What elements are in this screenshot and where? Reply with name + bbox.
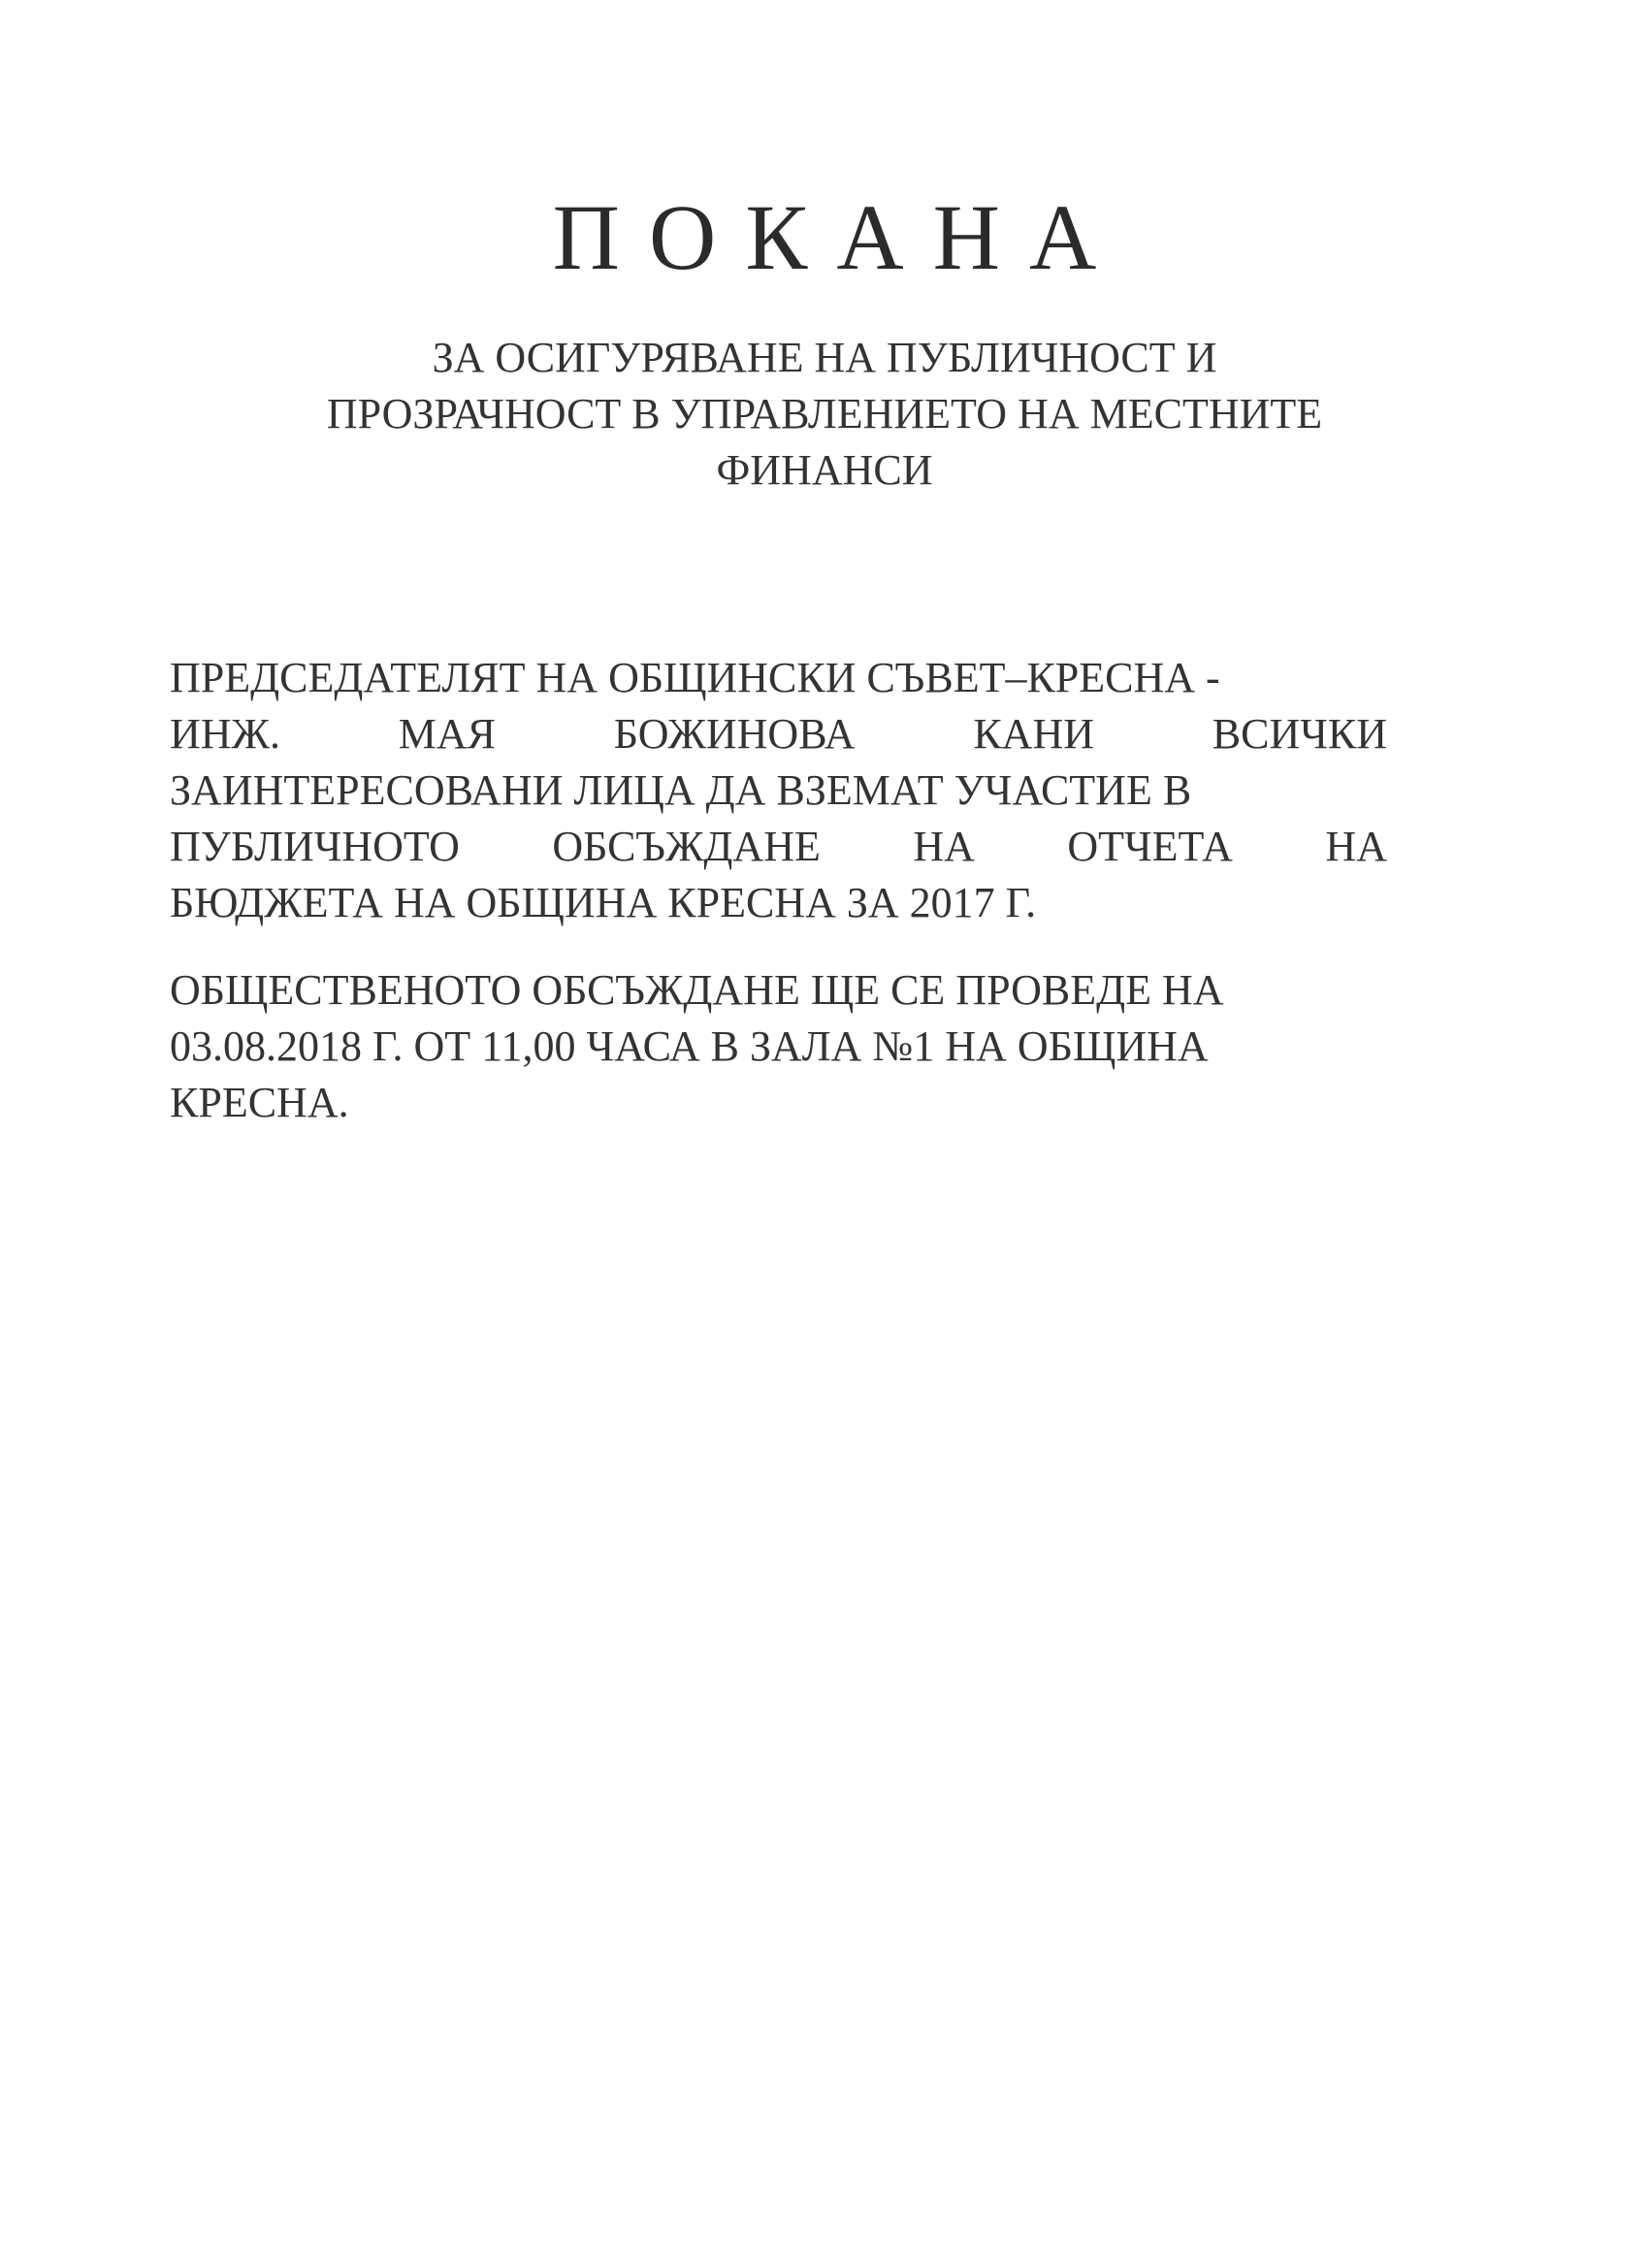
word: ВСИЧКИ [1212,710,1387,758]
subtitle-line: ЗА ОСИГУРЯВАНЕ НА ПУБЛИЧНОСТ И [432,334,1217,381]
paragraph-invitation [170,650,1387,931]
subtitle-line: ПРОЗРАЧНОСТ В УПРАВЛЕНИЕТО НА МЕСТНИТЕ [326,390,1323,437]
word: НА [913,823,975,870]
document-body [170,650,1387,1131]
paragraph-line [170,819,1387,875]
paragraph-line [170,1019,1387,1075]
word: МАЯ [398,710,497,758]
paragraph-line-text: ПРЕДСЕДАТЕЛЯТ НА ОБЩИНСКИ СЪВЕТ–КРЕСНА - [170,654,1220,701]
paragraph-line [170,962,1387,1019]
paragraph-line: БЮДЖЕТА НА ОБЩИНА КРЕСНА ЗА 2017 Г. [170,879,1037,926]
word: ОБСЪЖДАНЕ [552,823,821,870]
document-title: ПОКАНА [552,185,1126,289]
paragraph-line-text: 03.08.2018 Г. ОТ 11,00 ЧАСА В ЗАЛА №1 НА ОБЩИНА [170,1022,1209,1070]
word: БОЖИНОВА [613,710,856,758]
paragraph-details [170,962,1387,1131]
word: ПУБЛИЧНОТО [170,823,460,870]
paragraph-line [170,762,1387,819]
paragraph-line [170,650,1387,706]
paragraph-line-text: ЗАИНТЕРЕСОВАНИ ЛИЦА ДА ВЗЕМАТ УЧАСТИЕ В [170,766,1192,814]
paragraph-spacer [170,931,1387,962]
paragraph-line [170,706,1387,762]
paragraph-line: КРЕСНА. [170,1079,349,1126]
word: КАНИ [973,710,1095,758]
word: ОТЧЕТА [1067,823,1233,870]
document-subtitle [175,330,1474,499]
word: ИНЖ. [170,710,280,758]
paragraph-line-text: ОБЩЕСТВЕНОТО ОБСЪЖДАНЕ ЩЕ СЕ ПРОВЕДЕ НА [170,966,1224,1014]
subtitle-line: ФИНАНСИ [716,446,933,494]
word: НА [1325,823,1387,870]
